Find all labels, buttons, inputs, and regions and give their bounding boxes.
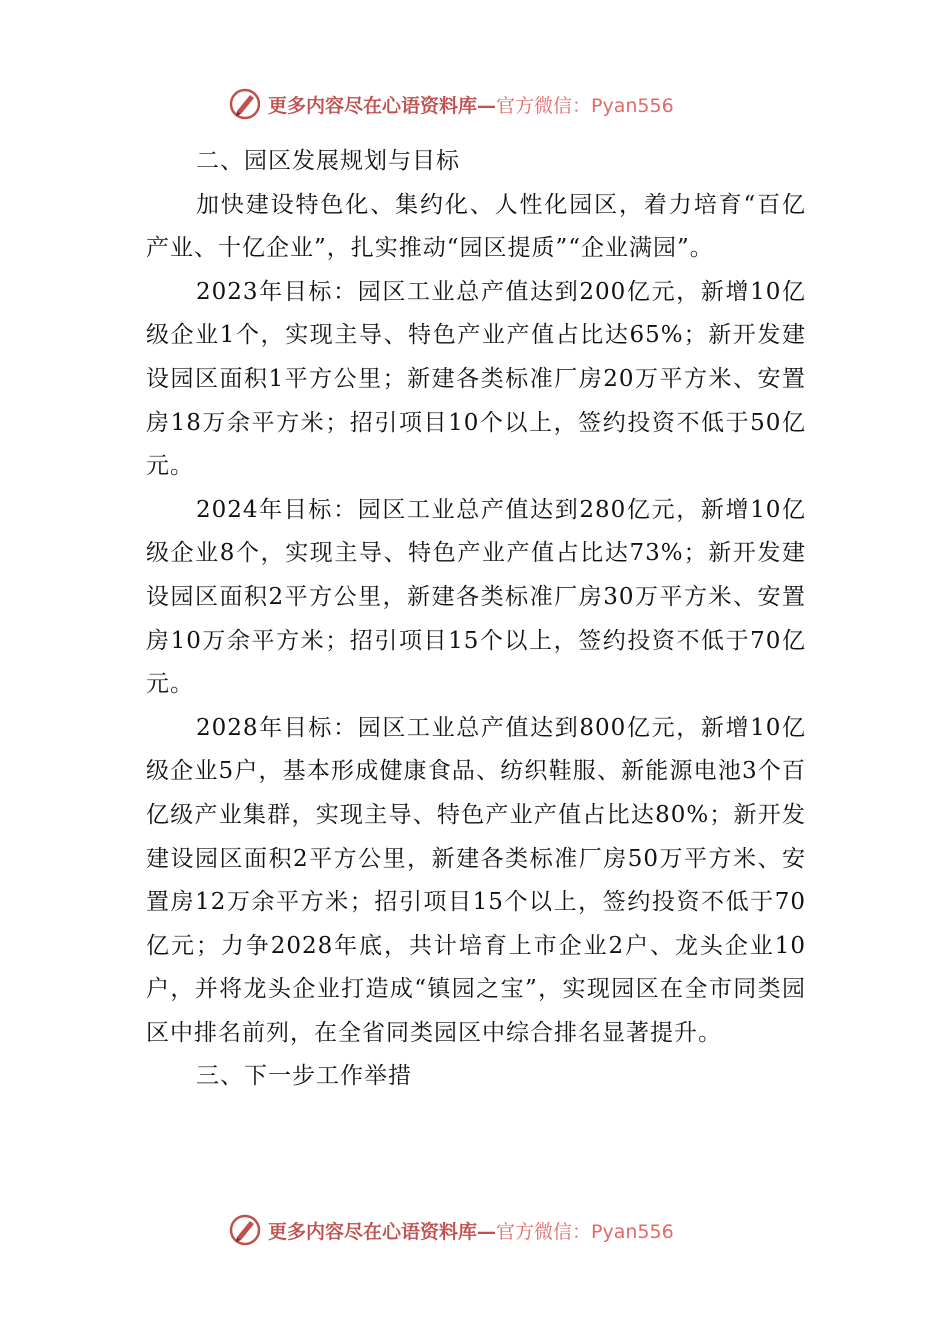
footer-banner bbox=[228, 1208, 748, 1252]
paragraph-intro: 加快建设特色化、集约化、人性化园区，着力培育“百亿产业、十亿企业”，扎实推动“园区提质”“企业满园”。 bbox=[146, 191, 806, 262]
pen-logo-icon bbox=[228, 87, 262, 121]
section-heading-2: 二、园区发展规划与目标 bbox=[196, 148, 460, 174]
pen-logo-icon bbox=[228, 1213, 262, 1247]
paragraph-goal-2024: 2024年目标：园区工业总产值达到280亿元，新增10亿级企业8个，实现主导、特色产业产值占比达73%；新开发建设园区面积2平方公里，新建各类标准厂房30万平方米、安置房10万余平方米；招引项目15个以上，签约投资不低于70亿元。 bbox=[146, 496, 806, 698]
paragraph-goal-2028: 2028年目标：园区工业总产值达到800亿元，新增10亿级企业5户，基本形成健康食品、纺织鞋服、新能源电池3个百亿级产业集群，实现主导、特色产业产值占比达80%；新开发建设园区面积2平方公里，新建各类标准厂房50万平方米、安置房12万余平方米；招引项目15个以上，签约投资不低于70亿元；力争2028年底，共计培育上市企业2户、龙头企业10户，并将龙头企业打造成“镇园之宝”，实现园区在全市同类园区中排名前列，在全省同类园区中综合排名显著提升。 bbox=[146, 714, 806, 1046]
banner-wechat: 官方微信：Pyan556 bbox=[496, 1220, 674, 1243]
document-body bbox=[146, 140, 806, 1099]
header-banner bbox=[228, 82, 748, 126]
banner-wechat: 官方微信：Pyan556 bbox=[496, 94, 674, 117]
banner-text: 更多内容尽在心语资料库— bbox=[268, 94, 497, 117]
section-heading-3: 三、下一步工作举措 bbox=[196, 1063, 412, 1090]
paragraph-goal-2023: 2023年目标：园区工业总产值达到200亿元，新增10亿级企业1个，实现主导、特色产业产值占比达65%；新开发建设园区面积1平方公里；新建各类标准厂房20万平方米、安置房18万余平方米；招引项目10个以上，签约投资不低于50亿元。 bbox=[146, 278, 806, 480]
banner-text: 更多内容尽在心语资料库— bbox=[268, 1220, 497, 1243]
